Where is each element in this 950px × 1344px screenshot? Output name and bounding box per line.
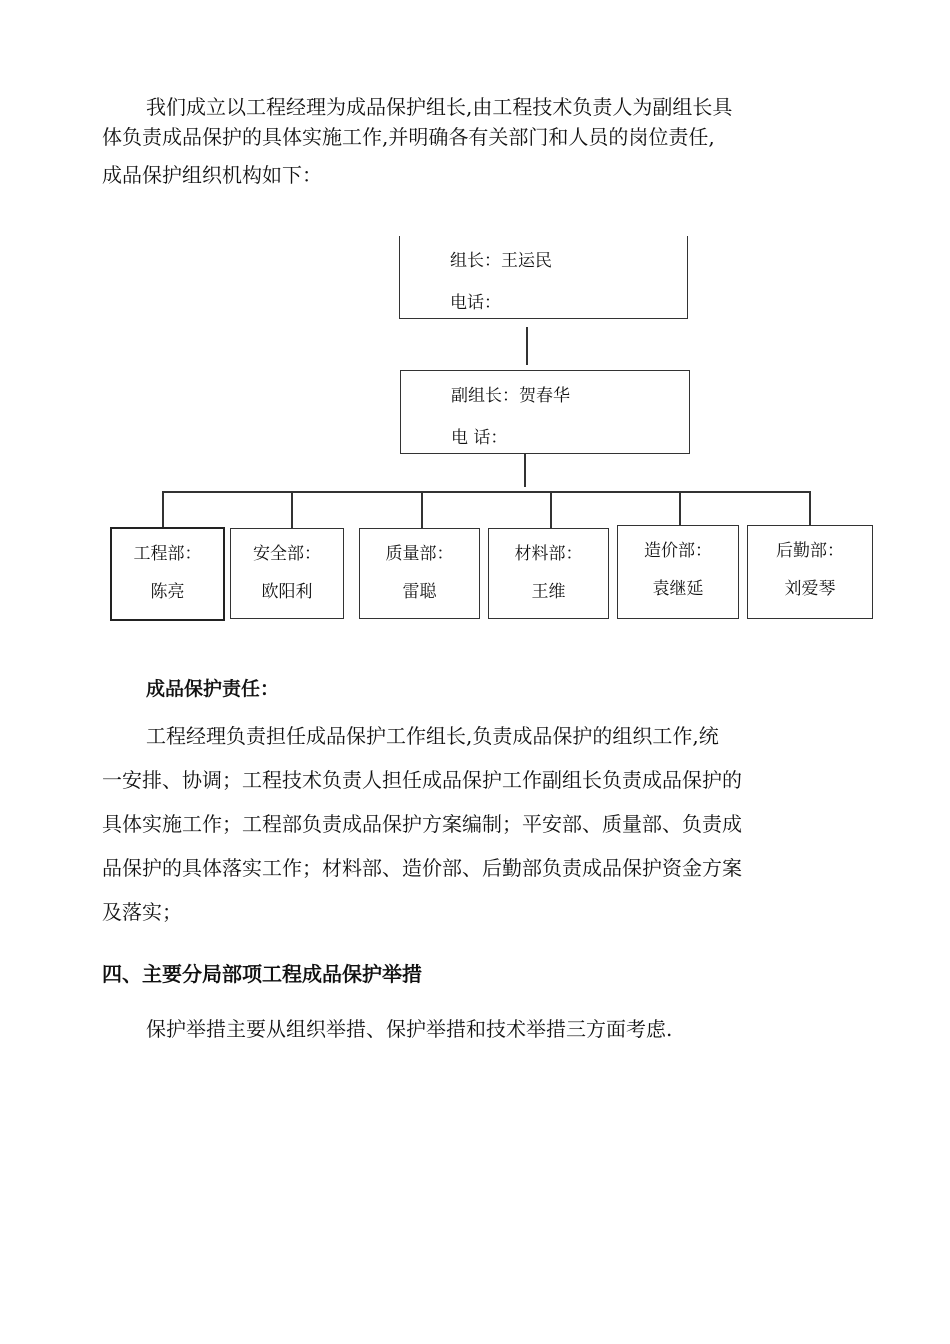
section-4-heading: 四、主要分局部项工程成品保护举措 — [102, 962, 422, 986]
responsibility-heading: 成品保护责任： — [146, 678, 280, 700]
dept-box-costing — [617, 525, 739, 619]
leader-phone: 电话： — [450, 293, 501, 313]
dept-person: 王维 — [531, 582, 566, 602]
drop-line-2 — [291, 491, 293, 528]
intro-paragraph — [102, 92, 822, 190]
dept-person: 欧阳利 — [261, 582, 313, 602]
dept-box-engineering — [110, 527, 225, 621]
department-bus-line — [162, 491, 810, 493]
dept-name: 后勤部： — [776, 541, 844, 561]
dept-person: 雷聪 — [402, 582, 437, 602]
org-leader-box — [399, 236, 688, 319]
drop-line-4 — [550, 491, 552, 528]
dept-box-logistics — [747, 525, 873, 619]
leader-title: 组长：王运民 — [450, 251, 552, 271]
org-deputy-box — [400, 370, 690, 454]
resp-line-1: 工程经理负责担任成品保护工作组长,负责成品保护的组织工作,统 — [146, 724, 719, 748]
resp-line-3: 具体实施工作；工程部负责成品保护方案编制；平安部、质量部、负责成 — [102, 812, 742, 836]
deputy-phone: 电 话： — [451, 428, 508, 448]
intro-line-1: 我们成立以工程经理为成品保护组长,由工程技术负责人为副组长具 — [146, 95, 733, 119]
dept-person: 袁继延 — [652, 579, 704, 599]
deputy-title: 副组长：贺春华 — [451, 386, 570, 406]
dept-name: 造价部： — [644, 541, 712, 561]
drop-line-3 — [421, 491, 423, 528]
responsibility-paragraph — [102, 714, 822, 934]
section-4-text: 保护举措主要从组织举措、保护举措和技术举措三方面考虑. — [146, 1017, 673, 1041]
drop-line-6 — [809, 491, 811, 525]
intro-line-2: 体负责成品保护的具体实施工作,并明确各有关部门和人员的岗位责任, — [102, 125, 715, 149]
dept-box-materials — [488, 528, 609, 619]
dept-box-safety — [230, 528, 344, 619]
connector-deputy-bus — [524, 454, 526, 487]
dept-name: 安全部： — [253, 544, 321, 564]
resp-line-2: 一安排、协调；工程技术负责人担任成品保护工作副组长负责成品保护的 — [102, 768, 742, 792]
dept-name: 材料部： — [514, 544, 583, 564]
intro-line-3: 成品保护组织机构如下： — [102, 163, 322, 187]
drop-line-1 — [162, 491, 164, 527]
resp-line-5: 及落实； — [102, 900, 182, 924]
drop-line-5 — [679, 491, 681, 525]
resp-line-4: 品保护的具体落实工作；材料部、造价部、后勤部负责成品保护资金方案 — [102, 856, 742, 880]
dept-person: 刘爱琴 — [784, 579, 836, 599]
dept-name: 工程部： — [133, 544, 202, 564]
dept-person: 陈亮 — [150, 582, 185, 602]
dept-name: 质量部： — [385, 544, 454, 564]
connector-leader-deputy — [526, 327, 528, 365]
dept-box-quality — [359, 528, 480, 619]
